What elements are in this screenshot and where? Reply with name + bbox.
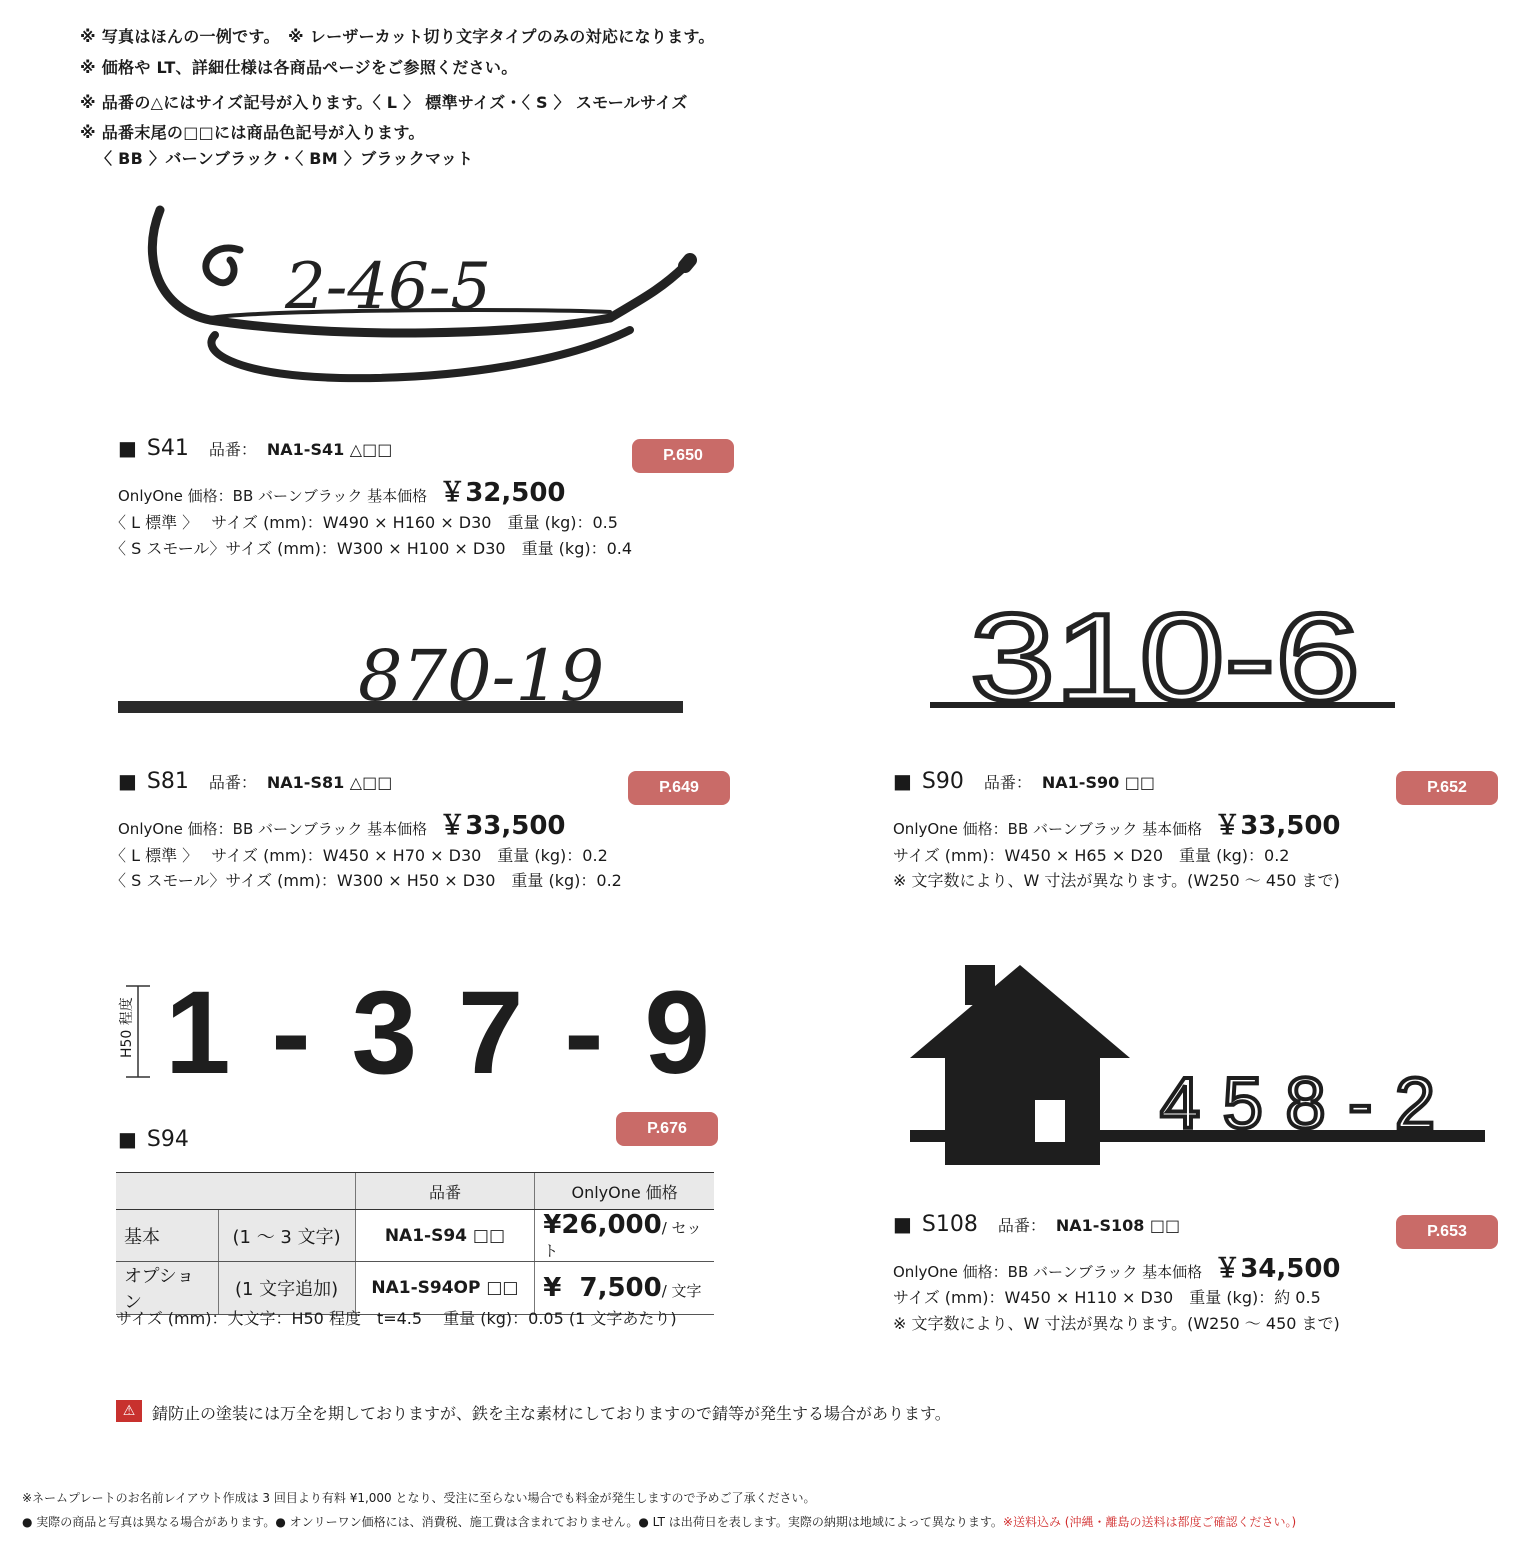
s90-price: ￥33,500 (1214, 811, 1341, 841)
s94-spec: サイズ (mm)：大文字：H50 程度 t=4.5 重量 (kg)：0.05 (1 文字あたり) (116, 1309, 677, 1328)
note-4: ※ 品番末尾の□□には商品色記号が入ります。 (80, 123, 425, 142)
s94-model: S94 (146, 1127, 189, 1152)
s94-row-price: ¥26,000 (543, 1210, 662, 1240)
s41-price-label: OnlyOne 価格：BB バーンブラック 基本価格 (118, 487, 428, 505)
s94-row-name: 基本 (116, 1210, 218, 1262)
s81-square-icon: ■ (118, 769, 137, 793)
footer-line-1: ※ネームプレートのお名前レイアウト作成は 3 回目より有料 ¥1,000 となり、受注に至らない場合でも料金が発生しますので予めご了承ください。 (22, 1491, 816, 1505)
s94-th-pn: 品番 (355, 1173, 535, 1210)
s94-height-label: H50 程度 (116, 995, 136, 1060)
s108-image-text: 458-2 (1160, 1064, 1435, 1144)
s90-page-badge[interactable]: P.652 (1396, 771, 1498, 805)
s41-spec-s: 〈 S スモール〉サイズ (mm)：W300 × H100 × D30 重量 (kg)：0.4 (110, 539, 633, 558)
s94-th-price: OnlyOne 価格 (535, 1173, 714, 1210)
s41-pn-label: 品番： (208, 440, 257, 459)
s90-part-number: NA1-S90 □□ (1041, 773, 1156, 792)
s108-model: S108 (921, 1212, 978, 1237)
s90-price-line (893, 805, 1341, 842)
s108-price-line (893, 1248, 1341, 1285)
s108-spec-size: サイズ (mm)：W450 × H110 × D30 重量 (kg)：約 0.5 (893, 1288, 1321, 1307)
s94-row-pn: NA1-S94 □□ (355, 1210, 535, 1262)
note-3: ※ 品番の△にはサイズ記号が入ります。〈 L 〉 標準サイズ・〈 S 〉 スモールサイズ (80, 93, 688, 112)
s94-th-blank (116, 1173, 355, 1210)
s94-row-name: オプション (116, 1262, 218, 1315)
warning-triangle-icon: ⚠ (116, 1400, 142, 1422)
footer-shipping-note: ※送料込み (沖縄・離島の送料は都度ご確認ください。) (1002, 1515, 1297, 1529)
s94-row-unit: / 文字 (661, 1282, 702, 1300)
s81-page-badge[interactable]: P.649 (628, 771, 730, 805)
s108-part-number: NA1-S108 □□ (1055, 1216, 1181, 1235)
s41-header (118, 436, 392, 461)
s108-header (893, 1212, 1180, 1237)
s81-image-text: 870-19 (358, 635, 605, 717)
s41-part-number: NA1-S41 △□□ (266, 440, 393, 459)
s90-pn-label: 品番： (983, 773, 1032, 792)
s108-square-icon: ■ (893, 1212, 912, 1236)
s94-product-image (165, 967, 725, 1099)
s41-spec-l: 〈 L 標準 〉 サイズ (mm)：W490 × H160 × D30 重量 (kg)：0.5 (110, 513, 618, 532)
s90-spec-size: サイズ (mm)：W450 × H65 × D20 重量 (kg)：0.2 (893, 846, 1290, 865)
s81-part-number: NA1-S81 △□□ (266, 773, 393, 792)
s94-table-header (116, 1173, 714, 1210)
s94-price-table (116, 1172, 714, 1315)
s81-pn-label: 品番： (208, 773, 257, 792)
table-row (116, 1210, 714, 1262)
s81-header (118, 769, 392, 794)
s81-price: ￥33,500 (439, 811, 566, 841)
s90-model: S90 (921, 769, 964, 794)
s81-model: S81 (146, 769, 189, 794)
s41-page-badge[interactable]: P.650 (632, 439, 734, 473)
note-2: ※ 価格や LT、詳細仕様は各商品ページをご参照ください。 (80, 58, 518, 77)
s94-header (118, 1127, 199, 1152)
s94-row-qty: (1 文字追加) (218, 1262, 355, 1315)
s94-page-badge[interactable]: P.676 (616, 1112, 718, 1146)
s81-price-label: OnlyOne 価格：BB バーンブラック 基本価格 (118, 820, 428, 838)
s90-product-image (930, 589, 1400, 727)
s81-spec-s: 〈 S スモール〉サイズ (mm)：W300 × H50 × D30 重量 (kg)：0.2 (110, 871, 622, 890)
footer-line-2 (22, 1513, 1296, 1530)
s41-product-image (140, 200, 700, 400)
note-1: ※ 写真はほんの一例です。 ※ レーザーカット切り文字タイプのみの対応になります。 (80, 27, 715, 46)
s108-product-image (905, 960, 1485, 1170)
s90-square-icon: ■ (893, 769, 912, 793)
s108-price: ￥34,500 (1214, 1254, 1341, 1284)
warning-text: 錆防止の塗装には万全を期しておりますが、鉄を主な素材にしておりますので錆等が発生する場合があります。 (152, 1404, 951, 1423)
s90-image-text: 310-6 (970, 589, 1360, 727)
s41-price-line (118, 472, 566, 509)
s94-row-qty: (1 ～ 3 文字) (218, 1210, 355, 1262)
s108-price-label: OnlyOne 価格：BB バーンブラック 基本価格 (893, 1263, 1203, 1281)
s81-spec-l: 〈 L 標準 〉 サイズ (mm)：W450 × H70 × D30 重量 (kg)：0.2 (110, 846, 608, 865)
s81-price-line (118, 805, 566, 842)
s90-price-label: OnlyOne 価格：BB バーンブラック 基本価格 (893, 820, 1203, 838)
s108-page-badge[interactable]: P.653 (1396, 1215, 1498, 1249)
s41-model: S41 (146, 436, 189, 461)
s108-pn-label: 品番： (997, 1216, 1046, 1235)
s94-row-price-cell (535, 1210, 714, 1262)
note-5: 〈 BB 〉バーンブラック・〈 BM 〉ブラックマット (96, 149, 474, 168)
s81-product-image (118, 615, 698, 735)
s94-square-icon: ■ (118, 1127, 137, 1151)
footer-line-2-text: ● 実際の商品と写真は異なる場合があります。● オンリーワン価格には、消費税、施工費は含まれておりません。● LT は出荷日を表します。実際の納期は地域によって異なります。 (22, 1515, 1003, 1529)
s94-row-pn: NA1-S94OP □□ (355, 1262, 535, 1315)
s94-row-price: ¥ 7,500 (543, 1273, 662, 1303)
s94-image-text: 1-37-9 (165, 967, 710, 1099)
s108-spec-note: ※ 文字数により、W 寸法が異なります。(W250 ～ 450 まで) (893, 1314, 1340, 1333)
s90-header (893, 769, 1155, 794)
s94-row-unit: / セット (543, 1219, 702, 1260)
s41-image-text: 2-46-5 (285, 250, 492, 324)
s90-spec-note: ※ 文字数により、W 寸法が異なります。(W250 ～ 450 まで) (893, 871, 1340, 890)
s41-square-icon: ■ (118, 436, 137, 460)
s41-price: ￥32,500 (439, 478, 566, 508)
